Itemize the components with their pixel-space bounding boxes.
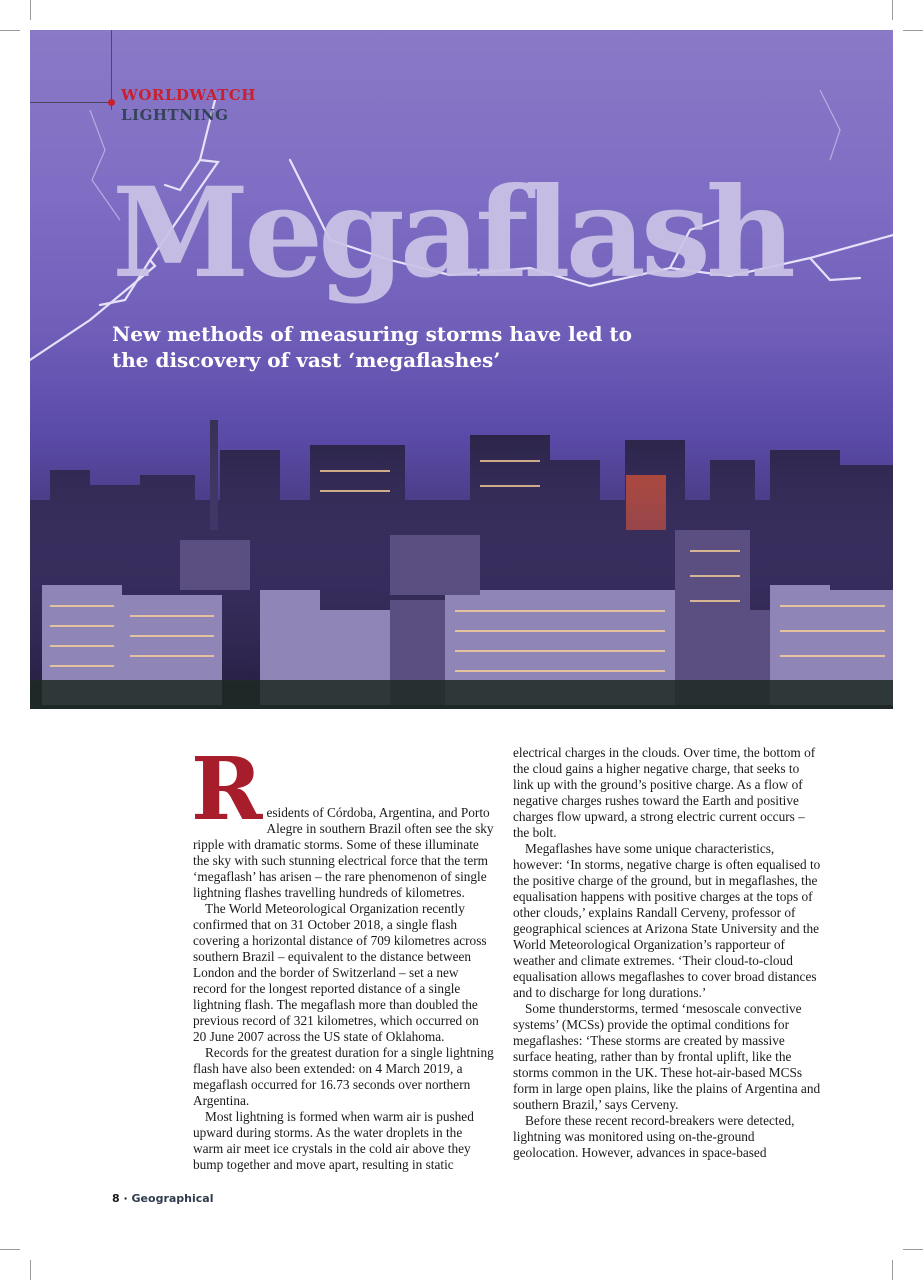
section-marker-line — [30, 102, 112, 103]
paragraph: Most lightning is formed when warm air is pushed upward during storms. As the water droplets in the warm air meet ice crystals in the cold air above they bump together and move apart, resulting in static — [193, 1109, 474, 1172]
section-marker-line — [111, 30, 112, 110]
standfirst: New methods of measuring storms have led to the discovery of vast ‘megaflashes’ — [112, 322, 632, 372]
footer-separator: · — [123, 1192, 128, 1205]
crop-mark — [30, 1260, 31, 1280]
crop-mark — [30, 0, 31, 20]
hero-image — [30, 30, 893, 709]
drop-cap: R — [191, 739, 263, 840]
headline: Megaflash — [112, 161, 791, 306]
section-sublabel: LIGHTNING — [121, 106, 229, 124]
crop-mark — [903, 30, 923, 31]
crop-mark — [0, 1249, 20, 1250]
publication-name: Geographical — [131, 1192, 214, 1205]
page-number: 8 — [112, 1192, 120, 1205]
body-column-1 — [191, 739, 495, 1173]
paragraph: The World Meteorological Organization recently confirmed that on 31 October 2018, a single flash covering a horizontal distance of 709 kilometres across southern Brazil – equivalent to the distance between London and the border of Switzerland – set a new record for the longest reported distance of a single lightning flash. The megaflash more than doubled the previous record of 321 kilometres, which occurred on 20 June 2007 across the US state of Oklahoma. — [193, 901, 487, 1044]
body-column-2 — [513, 745, 823, 1161]
section-marker-dot — [108, 99, 115, 106]
crop-mark — [903, 1249, 923, 1250]
crop-mark — [892, 0, 893, 20]
paragraph: Some thunderstorms, termed ‘mesoscale convective systems’ (MCSs) provide the optimal conditions for megaflashes: ‘These storms are created by massive surface heating, rather than by frontal uplift, like the storms common in the UK. These hot-air-based MCSs form in large open plains, like the plains of Argentina and southern Brazil,’ says Cerveny. — [513, 1001, 821, 1112]
crop-mark — [0, 30, 20, 31]
page-footer — [112, 1192, 214, 1205]
paragraph: esidents of Córdoba, Argentina, and Porto Alegre in southern Brazil often see the sky ripple with dramatic storms. Some of these illuminate the sky with such stunning electrical force that the term ‘megaflash’ has arisen – the rare phenomenon of single lightning flashes travelling hundreds of kilometres. — [193, 805, 494, 900]
paragraph: Megaflashes have some unique characteristics, however: ‘In storms, negative charge is often equalised to the positive charge of the ground, but in megaflashes, the equalisation happens with positive charges at the tops of other clouds,’ explains Randall Cerveny, professor of geographical sciences at Arizona State University and the World Meteorological Organization’s rapporteur of weather and climate extremes. ‘Their cloud-to-cloud equalisation allows megaflashes to cover broad distances and to discharge for long durations.’ — [513, 841, 821, 1000]
paragraph: Records for the greatest duration for a single lightning flash have also been extended: on 4 March 2019, a megaflash occurred for 16.73 seconds over northern Argentina. — [193, 1045, 494, 1108]
paragraph: electrical charges in the clouds. Over time, the bottom of the cloud gains a higher negative charge, that seeks to link up with the ground’s positive charge. As a flow of negative charges rushes toward the Earth and positive charges flow upward, a strong electric current occurs – the bolt. — [513, 745, 816, 840]
section-label: WORLDWATCH — [121, 86, 256, 104]
crop-mark — [892, 1260, 893, 1280]
paragraph: Before these recent record-breakers were detected, lightning was monitored using on-the-ground geolocation. However, advances in space-based — [513, 1113, 795, 1160]
